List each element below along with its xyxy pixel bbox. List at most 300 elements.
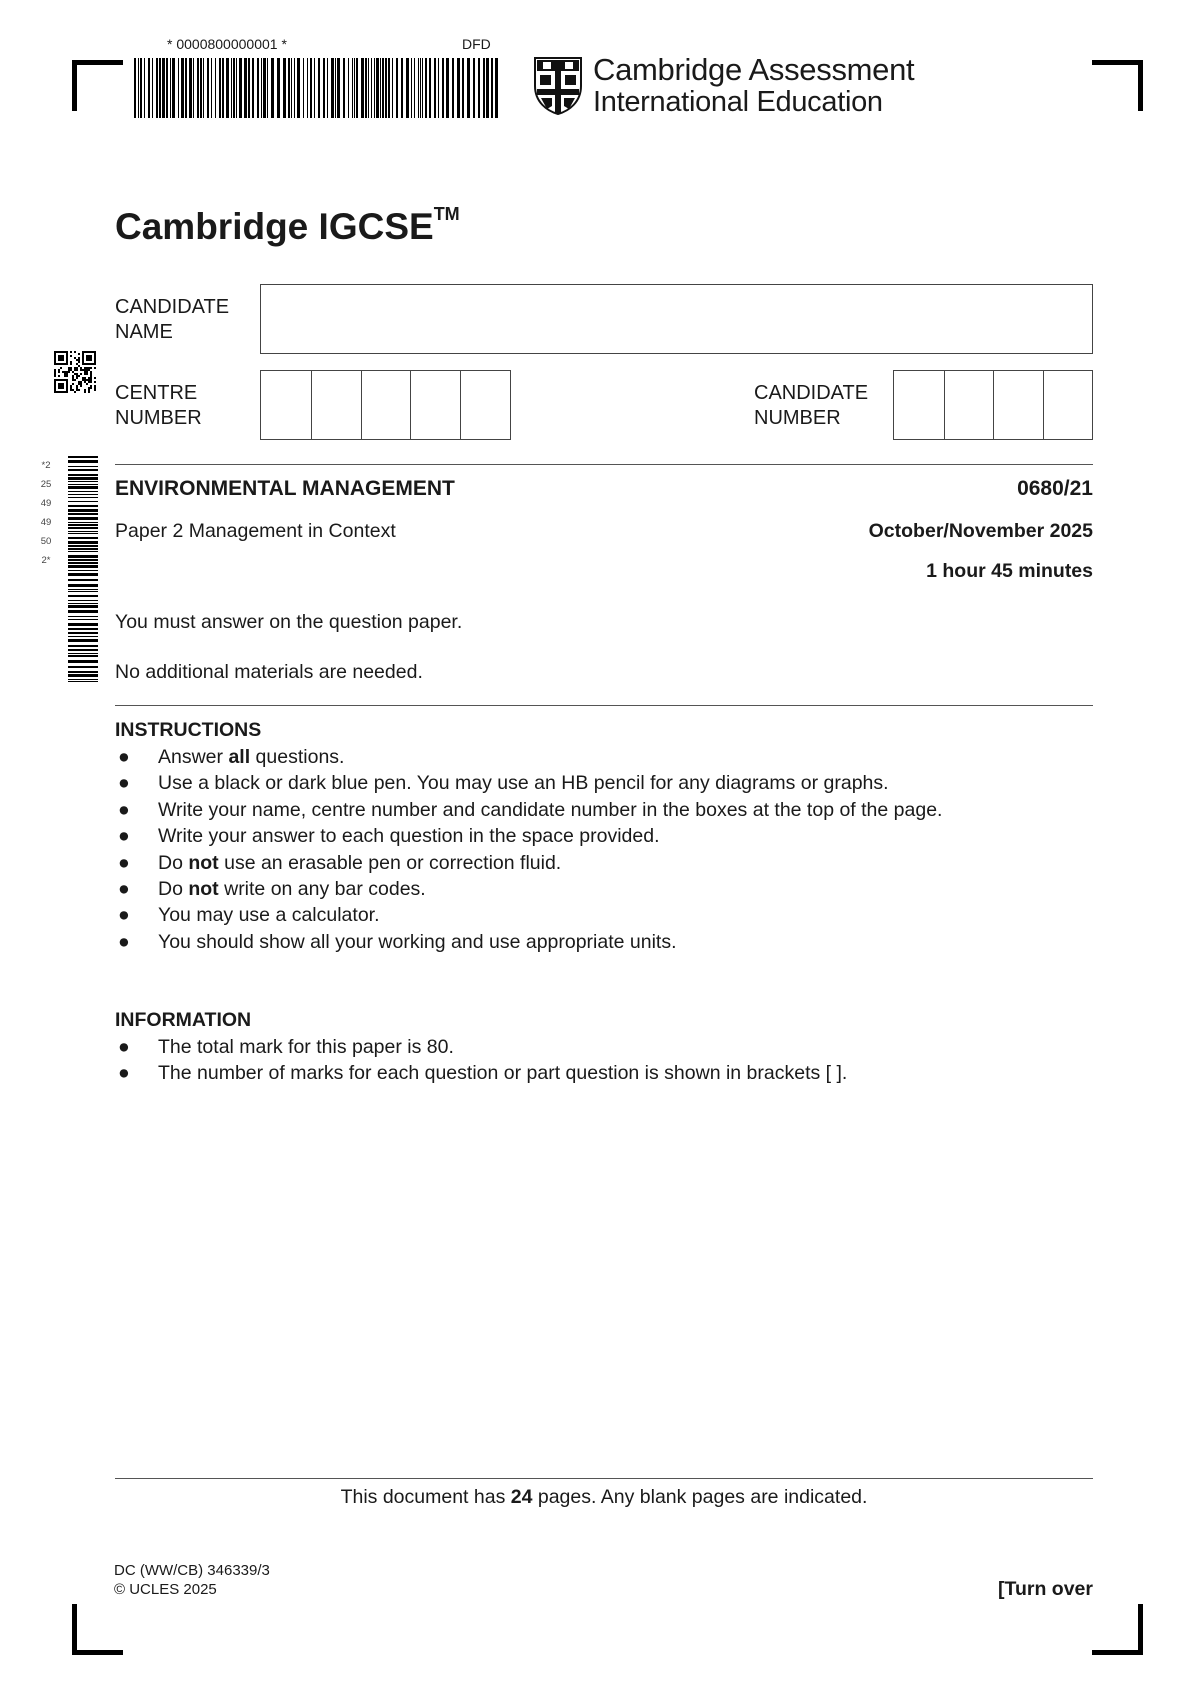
instruction-item: ● Do not use an erasable pen or correction fluid. xyxy=(115,850,942,876)
barcode-bar xyxy=(68,513,98,515)
qr-module xyxy=(68,369,70,371)
barcode-bar xyxy=(392,58,393,118)
barcode-bar xyxy=(68,509,98,512)
barcode-side xyxy=(54,456,98,686)
barcode-bar xyxy=(343,58,345,118)
barcode-bar xyxy=(68,456,98,458)
qr-module xyxy=(86,383,88,385)
barcode-bar xyxy=(207,58,209,118)
barcode-bar xyxy=(68,589,98,590)
barcode-bar xyxy=(307,58,308,118)
qr-module xyxy=(76,363,78,365)
qr-module xyxy=(78,357,80,359)
barcode-bar xyxy=(68,639,98,642)
qr-module xyxy=(74,379,76,381)
barcode-bar xyxy=(68,591,98,592)
qr-module xyxy=(78,375,80,377)
barcode-bar xyxy=(68,565,98,568)
qr-module xyxy=(76,369,78,371)
barcode-bar xyxy=(348,58,349,118)
barcode-bar xyxy=(68,531,98,532)
barcode-bar xyxy=(152,58,153,118)
instruction-item: ● Use a black or dark blue pen. You may use an HB pencil for any diagrams or graphs. xyxy=(115,770,942,796)
barcode-bar xyxy=(181,58,184,118)
barcode-bar xyxy=(297,58,300,118)
qr-module xyxy=(58,375,60,377)
bullet-icon: ● xyxy=(118,877,130,900)
barcode-bar xyxy=(483,58,485,118)
barcode-bar xyxy=(414,58,415,118)
barcode-bar xyxy=(68,600,98,601)
qr-module xyxy=(84,369,86,371)
barcode-bar xyxy=(233,58,235,118)
qr-module xyxy=(88,391,90,393)
barcode-bar xyxy=(486,58,489,118)
barcode-bar xyxy=(68,474,98,476)
barcode-bar xyxy=(356,58,358,118)
barcode-bar xyxy=(396,58,398,118)
qr-module xyxy=(94,389,96,391)
barcode-bar xyxy=(68,579,98,581)
barcode-bar xyxy=(473,58,475,118)
qr-module xyxy=(86,371,88,373)
barcode-bar xyxy=(68,623,98,626)
barcode-bar xyxy=(478,58,480,118)
barcode-bar xyxy=(239,58,242,118)
centre-number-cell[interactable] xyxy=(460,371,510,439)
qr-module xyxy=(74,373,76,375)
barcode-bar xyxy=(68,497,98,498)
barcode-bar xyxy=(335,58,336,118)
barcode-bar xyxy=(380,58,381,118)
candidate-number-boxes[interactable] xyxy=(893,370,1093,440)
barcode-bar xyxy=(462,58,464,118)
answer-note: You must answer on the question paper. xyxy=(115,611,463,633)
instructions-list xyxy=(115,744,942,955)
barcode-bar xyxy=(148,58,150,118)
barcode-bar xyxy=(68,477,98,480)
qr-module xyxy=(86,379,88,381)
qr-module xyxy=(66,375,68,377)
qr-module xyxy=(72,383,74,385)
barcode-bar xyxy=(374,58,375,118)
qr-module xyxy=(72,375,74,377)
logo-line-1: Cambridge Assessment xyxy=(593,52,915,87)
barcode-bar xyxy=(68,584,98,587)
syllabus-code: 0680/21 xyxy=(1017,477,1093,500)
qr-module xyxy=(84,389,86,391)
qr-module xyxy=(88,377,90,379)
qr-module xyxy=(90,377,92,379)
barcode-bar xyxy=(156,58,158,118)
qr-module xyxy=(86,373,88,375)
barcode-bar xyxy=(288,58,290,118)
qr-module xyxy=(74,367,76,369)
barcode-bar xyxy=(261,58,262,118)
qr-module xyxy=(86,367,88,369)
candidate-name-box[interactable] xyxy=(260,284,1093,354)
barcode-bar xyxy=(144,58,145,118)
qualification-title xyxy=(115,203,460,248)
qr-module xyxy=(80,381,82,383)
information-heading: INFORMATION xyxy=(115,1009,252,1031)
barcode-bar xyxy=(252,58,254,118)
barcode-bar xyxy=(68,653,98,654)
divider xyxy=(115,705,1093,706)
bullet-icon: ● xyxy=(118,1062,130,1085)
barcode-bar xyxy=(68,562,98,564)
qr-module xyxy=(94,387,96,389)
barcode-bar xyxy=(294,58,295,118)
divider xyxy=(115,464,1093,465)
barcode-bar xyxy=(327,58,328,118)
qr-module xyxy=(88,369,90,371)
qr-module xyxy=(64,371,66,373)
barcode-bar xyxy=(68,636,98,637)
barcode-bar xyxy=(434,58,436,118)
qr-module xyxy=(54,369,56,371)
qr-module xyxy=(84,367,86,369)
barcode-bar xyxy=(365,58,367,118)
page-count: 24 xyxy=(510,1486,533,1508)
barcode-bar xyxy=(337,58,340,118)
barcode-bar xyxy=(411,58,412,118)
barcode-bar xyxy=(197,58,199,118)
qr-module xyxy=(80,373,82,375)
barcode-bar xyxy=(215,58,216,118)
qr-module xyxy=(58,371,60,373)
barcode-bar xyxy=(185,58,187,118)
barcode-bar xyxy=(68,570,98,571)
side-barcode-digits: *2254949502* xyxy=(40,460,52,567)
qr-module xyxy=(84,377,86,379)
barcode-bar xyxy=(314,58,315,118)
barcode-bar xyxy=(68,466,98,467)
barcode-top xyxy=(134,58,498,118)
barcode-bar xyxy=(68,481,98,482)
barcode-bar xyxy=(323,58,325,118)
barcode-bar xyxy=(361,58,364,118)
barcode-bar xyxy=(68,595,98,597)
barcode-bar xyxy=(376,58,379,118)
barcode-tag: DFD xyxy=(462,36,491,52)
barcode-bar xyxy=(68,491,98,492)
qr-module xyxy=(66,373,68,375)
qr-module xyxy=(54,375,56,377)
barcode-bar xyxy=(68,484,98,485)
information-item: ● The total mark for this paper is 80. xyxy=(115,1034,847,1060)
qr-module xyxy=(78,383,80,385)
qr-module xyxy=(66,371,68,373)
barcode-bar xyxy=(354,58,355,118)
barcode-bar xyxy=(68,605,98,608)
qr-module xyxy=(90,381,92,383)
qr-module xyxy=(88,367,90,369)
trademark-symbol: TM xyxy=(433,203,460,224)
cambridge-logo xyxy=(533,54,953,120)
barcode-bar xyxy=(68,537,98,539)
qr-module xyxy=(70,369,72,371)
barcode-bar xyxy=(68,527,98,529)
materials-note: No additional materials are needed. xyxy=(115,661,423,683)
barcode-bar xyxy=(318,58,320,118)
barcode-bar xyxy=(219,58,221,118)
qr-module xyxy=(84,379,86,381)
qr-module xyxy=(84,391,86,393)
qr-module xyxy=(74,391,76,393)
barcode-bar xyxy=(203,58,204,118)
qr-module xyxy=(64,373,66,375)
barcode-bar xyxy=(68,494,98,495)
barcode-bar xyxy=(68,524,98,526)
qr-module xyxy=(88,389,90,391)
barcode-bar xyxy=(495,58,498,118)
barcode-bar xyxy=(166,58,168,118)
qr-module xyxy=(74,351,76,353)
qr-module xyxy=(68,371,70,373)
barcode-bar xyxy=(68,486,98,489)
qr-module xyxy=(84,381,86,383)
barcode-bar xyxy=(68,655,98,657)
information-list xyxy=(115,1034,847,1087)
barcode-bar xyxy=(140,58,142,118)
qr-module xyxy=(68,367,70,369)
qr-module xyxy=(82,369,84,371)
qr-module xyxy=(90,371,92,373)
barcode-bar xyxy=(382,58,384,118)
qr-module xyxy=(94,367,96,369)
barcode-bar xyxy=(68,674,98,677)
barcode-bar xyxy=(467,58,470,118)
instruction-item: ● Write your answer to each question in the space provided. xyxy=(115,823,942,849)
centre-number-boxes[interactable] xyxy=(260,370,511,440)
barcode-bar xyxy=(68,666,98,668)
qr-module xyxy=(70,355,72,357)
barcode-bar xyxy=(162,58,165,118)
bullet-icon: ● xyxy=(118,851,130,874)
qr-module xyxy=(76,373,78,375)
centre-number-cell[interactable] xyxy=(361,371,411,439)
qr-module xyxy=(88,387,90,389)
barcode-bar xyxy=(138,58,139,118)
barcode-bar xyxy=(429,58,431,118)
qr-finder xyxy=(58,383,64,389)
barcode-bar xyxy=(68,610,98,613)
qr-module xyxy=(78,381,80,383)
candidate-number-cell[interactable] xyxy=(894,371,944,439)
qr-module xyxy=(72,377,74,379)
barcode-number: * 0000800000001 * xyxy=(167,36,287,52)
qr-module xyxy=(72,389,74,391)
qr-module xyxy=(90,375,92,377)
barcode-bar xyxy=(425,58,427,118)
qr-module xyxy=(90,385,92,387)
barcode-bar xyxy=(68,573,98,576)
barcode-bar xyxy=(271,58,274,118)
barcode-bar xyxy=(68,545,98,547)
barcode-bar xyxy=(267,58,268,118)
crop-mark-bottom-right xyxy=(1092,1604,1143,1655)
turn-over: [Turn over xyxy=(998,1578,1093,1600)
instruction-item: ● You should show all your working and use appropriate units. xyxy=(115,929,942,955)
barcode-bar xyxy=(68,551,98,552)
barcode-bar xyxy=(68,517,98,520)
qr-module xyxy=(80,385,82,387)
barcode-bar xyxy=(68,681,98,682)
exam-session: October/November 2025 xyxy=(868,520,1093,542)
instruction-item: ● You may use a calculator. xyxy=(115,902,942,928)
qr-module xyxy=(60,367,62,369)
page-count-note: This document has 24 pages. Any blank pages are indicated. xyxy=(340,1486,868,1508)
qr-module xyxy=(78,353,80,355)
barcode-bar xyxy=(236,58,237,118)
qr-module xyxy=(76,359,78,361)
crop-mark-bottom-left xyxy=(72,1604,123,1655)
barcode-bar xyxy=(68,603,98,604)
barcode-bar xyxy=(283,58,286,118)
bullet-icon: ● xyxy=(118,904,130,927)
qr-module xyxy=(74,369,76,371)
qr-module xyxy=(54,371,56,373)
document-reference xyxy=(114,1561,270,1599)
qr-module xyxy=(94,385,96,387)
qr-module xyxy=(88,381,90,383)
barcode-bar xyxy=(68,501,98,502)
qr-module xyxy=(58,369,60,371)
barcode-bar xyxy=(200,58,202,118)
qr-module xyxy=(84,371,86,373)
instruction-item: ● Do not write on any bar codes. xyxy=(115,876,942,902)
bullet-icon: ● xyxy=(118,772,130,795)
barcode-bar xyxy=(68,548,98,550)
barcode-bar xyxy=(368,58,369,118)
paper-title: Paper 2 Management in Context xyxy=(115,520,396,542)
barcode-bar xyxy=(68,616,98,617)
centre-number-cell[interactable] xyxy=(410,371,460,439)
qr-module xyxy=(70,387,72,389)
qr-module xyxy=(64,375,66,377)
barcode-bar xyxy=(438,58,439,118)
barcode-bar xyxy=(172,58,175,118)
qr-finder xyxy=(86,355,92,361)
qr-module xyxy=(78,389,80,391)
qr-module xyxy=(94,377,96,379)
candidate-number-cell[interactable] xyxy=(1043,371,1093,439)
candidate-number-cell[interactable] xyxy=(993,371,1043,439)
barcode-bar xyxy=(371,58,372,118)
barcode-bar xyxy=(68,541,98,544)
bullet-icon: ● xyxy=(118,1036,130,1058)
barcode-bar xyxy=(226,58,229,118)
barcode-bar xyxy=(248,58,250,118)
barcode-bar xyxy=(68,505,98,507)
qr-module xyxy=(88,379,90,381)
qualification-name: Cambridge IGCSE xyxy=(115,206,434,247)
barcode-bar xyxy=(68,649,98,651)
qr-module xyxy=(90,367,92,369)
qr-module xyxy=(54,373,56,375)
barcode-bar xyxy=(68,619,98,620)
barcode-bar xyxy=(446,58,449,118)
qr-module xyxy=(78,365,80,367)
qr-module xyxy=(72,379,74,381)
qr-module xyxy=(90,373,92,375)
barcode-bar xyxy=(244,58,247,118)
barcode-bar xyxy=(385,58,387,118)
barcode-bar xyxy=(178,58,179,118)
barcode-bar xyxy=(68,522,98,523)
qr-module xyxy=(70,351,72,353)
instruction-item: ● Write your name, centre number and candidate number in the boxes at the top of the page. xyxy=(115,797,942,823)
barcode-bar xyxy=(68,679,98,680)
barcode-bar xyxy=(68,628,98,630)
subject-title: ENVIRONMENTAL MANAGEMENT xyxy=(115,477,455,500)
barcode-bar xyxy=(68,645,98,647)
barcode-bar xyxy=(388,58,390,118)
copyright: © UCLES 2025 xyxy=(114,1581,217,1598)
qr-module xyxy=(90,387,92,389)
qr-module xyxy=(76,385,78,387)
candidate-number-label: CANDIDATE NUMBER xyxy=(754,382,869,429)
barcode-bar xyxy=(231,58,232,118)
qr-module xyxy=(82,379,84,381)
qr-module xyxy=(62,371,64,373)
qr-module xyxy=(76,387,78,389)
candidate-name-label: CANDIDATE NAME xyxy=(115,296,230,343)
qr-module xyxy=(86,369,88,371)
barcode-bar xyxy=(68,559,98,561)
barcode-bar xyxy=(193,58,194,118)
crop-mark-top-left xyxy=(72,60,123,111)
barcode-bar xyxy=(401,58,403,118)
qr-module xyxy=(80,369,82,371)
qr-module xyxy=(74,357,76,359)
barcode-bar xyxy=(222,58,224,118)
instructions-heading: INSTRUCTIONS xyxy=(115,719,262,741)
bullet-icon: ● xyxy=(118,798,130,821)
barcode-bar xyxy=(310,58,312,118)
barcode-bar xyxy=(331,58,334,118)
barcode-bar xyxy=(134,58,136,118)
information-item: ● The number of marks for each question or part question is shown in brackets [ ]. xyxy=(115,1060,847,1086)
centre-number-cell[interactable] xyxy=(261,371,311,439)
centre-number-cell[interactable] xyxy=(311,371,361,439)
bullet-icon: ● xyxy=(118,930,130,953)
qr-module xyxy=(76,377,78,379)
qr-module xyxy=(76,367,78,369)
candidate-number-cell[interactable] xyxy=(944,371,994,439)
barcode-bar xyxy=(159,58,161,118)
doc-ref-code: DC (WW/CB) 346339/3 xyxy=(114,1562,270,1579)
qr-module xyxy=(78,361,80,363)
qr-module xyxy=(78,359,80,361)
qr-module xyxy=(72,371,74,373)
bullet-icon: ● xyxy=(118,825,130,848)
crop-mark-top-right xyxy=(1092,60,1143,111)
barcode-bar xyxy=(491,58,493,118)
barcode-bar xyxy=(189,58,192,118)
qr-module xyxy=(76,389,78,391)
barcode-bar xyxy=(422,58,423,118)
barcode-bar xyxy=(68,469,98,471)
barcode-bar xyxy=(291,58,292,118)
barcode-bar xyxy=(68,533,98,534)
barcode-bar xyxy=(68,460,98,463)
centre-number-label: CENTRE NUMBER xyxy=(115,382,202,429)
barcode-bar xyxy=(303,58,304,118)
qr-code xyxy=(54,351,96,393)
qr-module xyxy=(94,381,96,383)
